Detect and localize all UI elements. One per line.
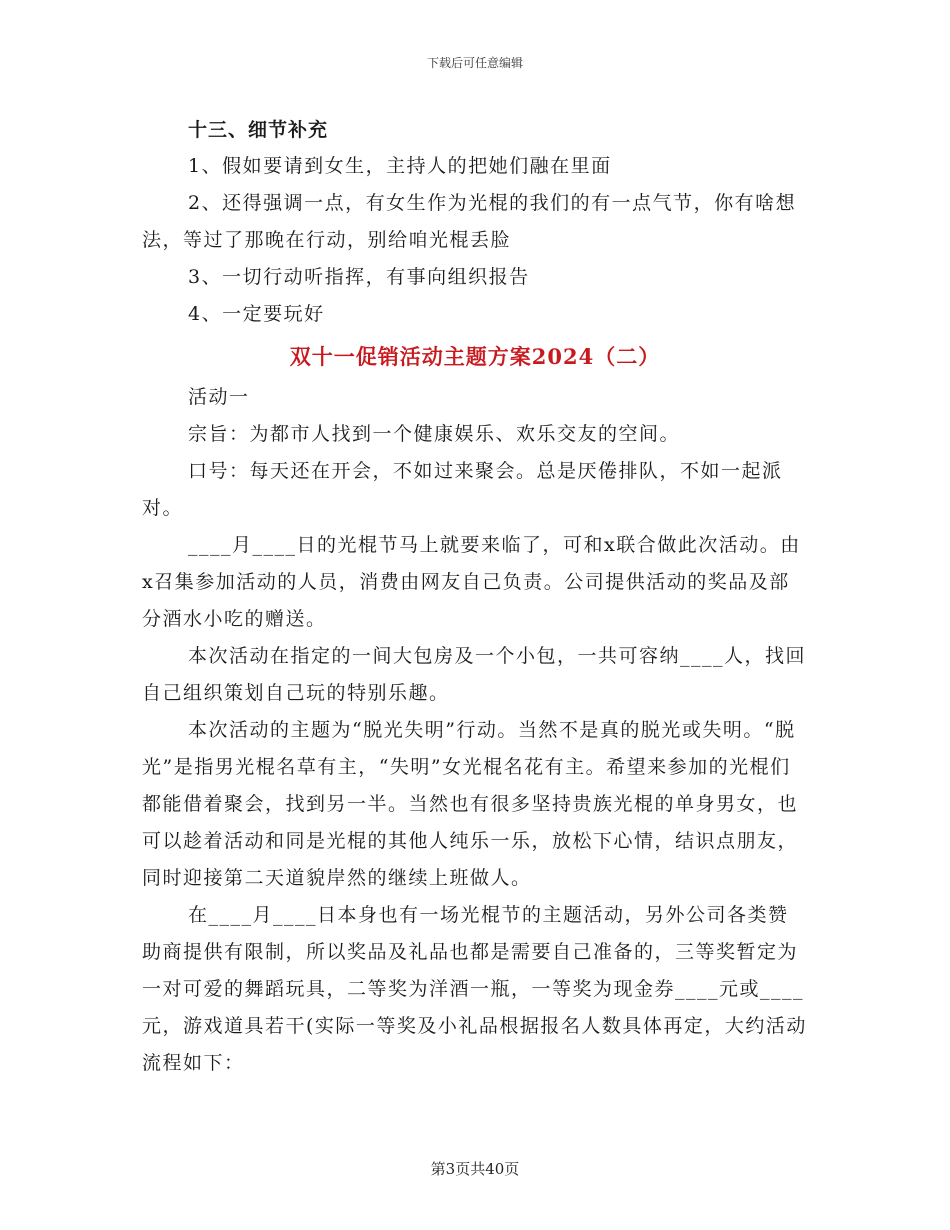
page-number: 第3页共40页 xyxy=(430,1160,520,1178)
paragraph-purpose: 宗旨：为都市人找到一个健康娱乐、欢乐交友的空间。 xyxy=(188,423,681,445)
paragraph-venue: 本次活动在指定的一间大包房及一个小包，一共可容纳____人，找回自己组织策划自己玩的特别乐趣。 xyxy=(142,645,807,704)
paragraph-slogan: 口号：每天还在开会，不如过来聚会。总是厌倦排队，不如一起派对。 xyxy=(142,460,783,519)
list-item: 3、一切行动听指挥，有事向组织报告 xyxy=(188,266,530,288)
list-item: 4、一定要玩好 xyxy=(188,303,325,325)
paragraph-activity-label: 活动一 xyxy=(188,386,250,408)
list-item: 1、假如要请到女生，主持人的把她们融在里面 xyxy=(188,155,612,177)
section-title: 十三、细节补充 xyxy=(188,119,329,141)
list-item: 2、还得强调一点，有女生作为光棍的我们的有一点气节，你有啥想法，等过了那晚在行动，别给咱光棍丢脸 xyxy=(142,192,797,251)
paragraph-intro: ____月____日的光棍节马上就要来临了，可和x联合做此次活动。由x召集参加活动的人员，消费由网友自己负责。公司提供活动的奖品及部分酒水小吃的赠送。 xyxy=(142,534,801,630)
page-content xyxy=(142,112,808,1082)
paragraph-prizes: 在____月____日本身也有一场光棍节的主题活动，另外公司各类赞助商提供有限制，所以奖品及礼品也都是需要自己准备的，三等奖暂定为一对可爱的舞蹈玩具，二等奖为洋酒一瓶，一等奖为现金券____元或____元，游戏道具若干(实际一等奖及小礼品根据报名人数具体再定，大约活动流程如下： xyxy=(142,904,807,1074)
page-header-note: 下载后可任意编辑 xyxy=(426,56,523,70)
paragraph-theme: 本次活动的主题为“脱光失明”行动。当然不是真的脱光或失明。“脱光”是指男光棍名草有主，“失明”女光棍名花有主。希望来参加的光棍们都能借着聚会，找到另一半。当然也有很多坚持贵族光棍的单身男女，也可以趁着活动和同是光棍的其他人纯乐一乐，放松下心情，结识点朋友，同时迎接第二天道貌岸然的继续上班做人。 xyxy=(142,719,799,889)
document-title: 双十一促销活动主题方案2024（二） xyxy=(289,344,661,369)
